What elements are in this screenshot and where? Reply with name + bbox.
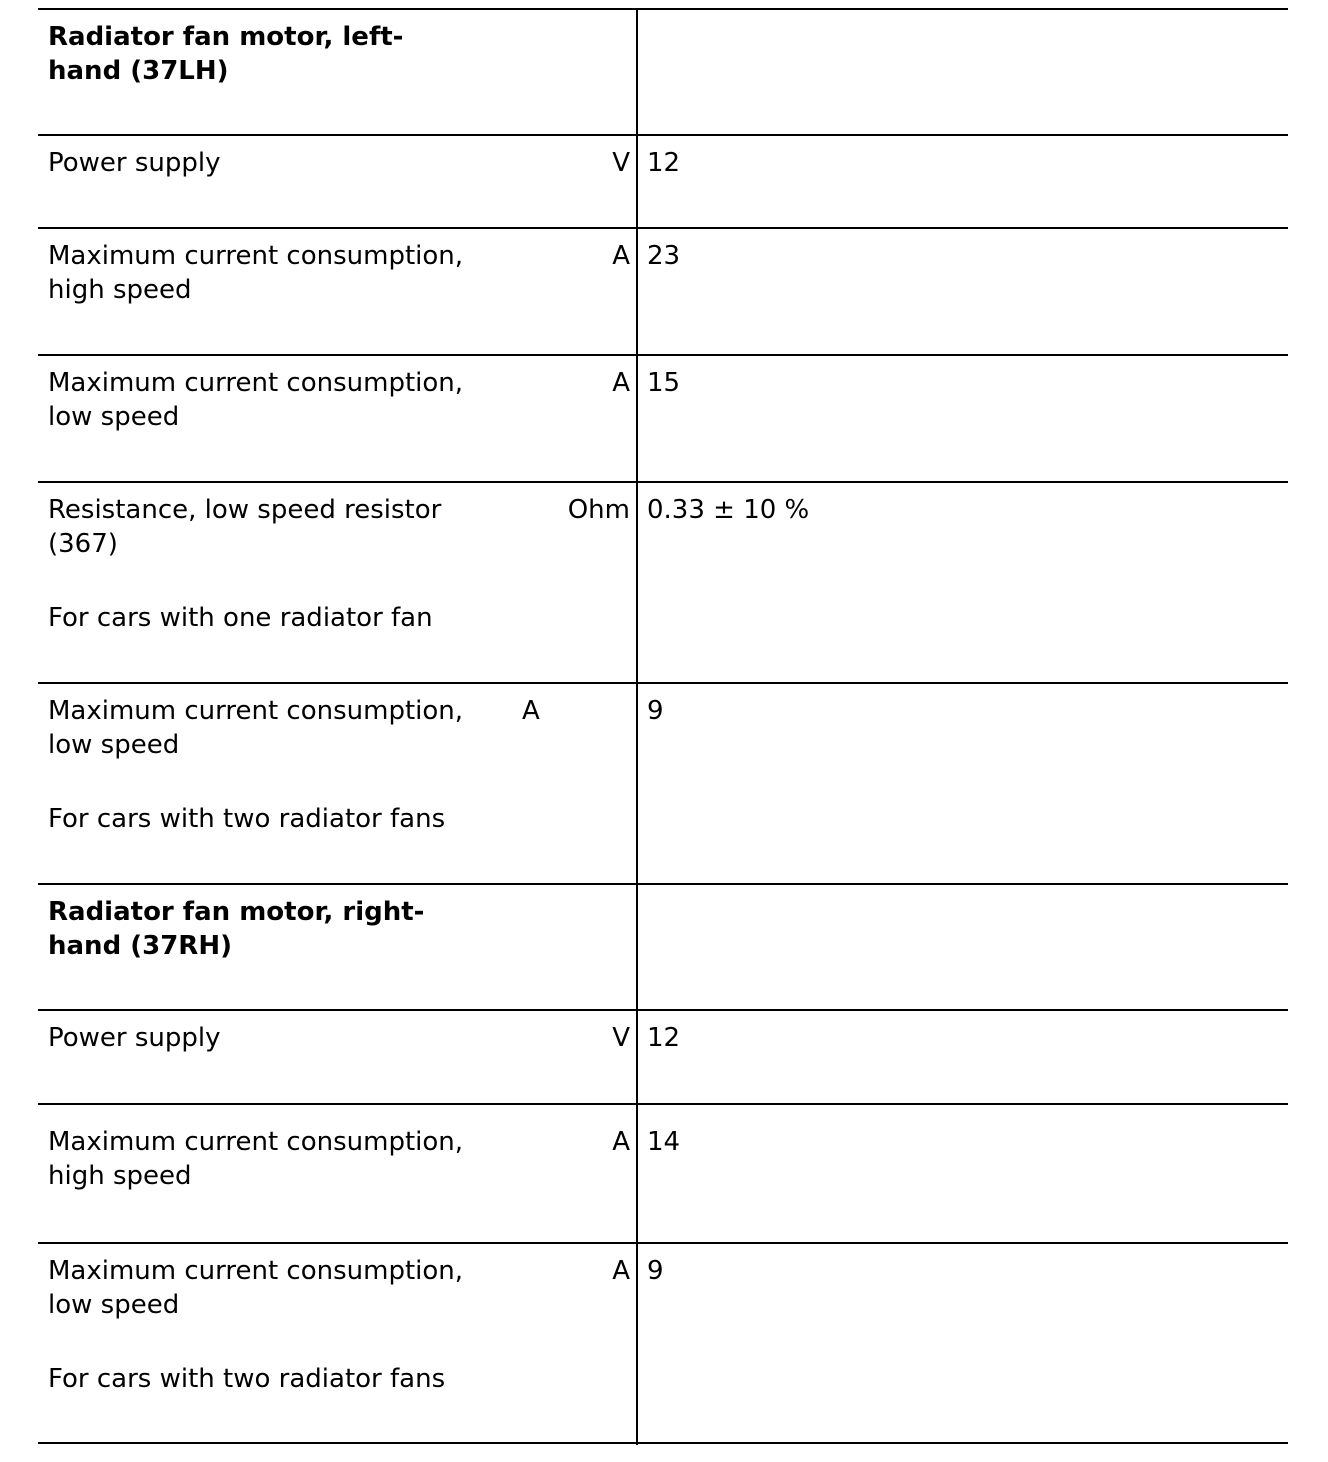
- parameter-value: 9: [647, 696, 664, 726]
- applicability-note: For cars with two radiator fans: [48, 1364, 446, 1394]
- parameter-label: Maximum current consumption, high speed: [48, 241, 464, 305]
- row-divider: [38, 1442, 1288, 1444]
- parameter-value: 14: [647, 1127, 681, 1157]
- table-row: [38, 1009, 1288, 1103]
- parameter-label: Maximum current consumption, low speed: [48, 368, 464, 432]
- table-row: [38, 134, 1288, 227]
- parameter-value: 12: [647, 1023, 681, 1053]
- parameter-label: Power supply: [48, 1023, 221, 1053]
- table-row: [38, 1242, 1288, 1442]
- parameter-label-text: Maximum current consumption, low speed: [48, 696, 464, 760]
- parameter-label: [48, 694, 508, 836]
- parameter-value: 15: [647, 368, 681, 398]
- parameter-label: Power supply: [48, 148, 221, 178]
- applicability-note: For cars with one radiator fan: [48, 603, 433, 633]
- table-row: [38, 1103, 1288, 1242]
- section-heading-row: [38, 883, 1288, 1009]
- table-row: [38, 682, 1288, 883]
- parameter-label: [48, 1254, 508, 1396]
- unit-label: A: [612, 241, 630, 271]
- parameter-label-text: Maximum current consumption, low speed: [48, 1256, 464, 1320]
- parameter-label: [48, 493, 488, 635]
- table-row: [38, 481, 1288, 682]
- section-heading: Radiator fan motor, right-hand (37RH): [48, 897, 425, 961]
- parameter-value: 12: [647, 148, 681, 178]
- applicability-note: For cars with two radiator fans: [48, 804, 446, 834]
- unit-label: V: [612, 1023, 630, 1053]
- unit-label: V: [612, 148, 630, 178]
- table-row: [38, 354, 1288, 481]
- parameter-value: 0.33 ± 10 %: [647, 495, 810, 525]
- unit-label: A: [612, 1127, 630, 1157]
- spec-table: [38, 8, 1288, 1445]
- unit-label: Ohm: [567, 495, 630, 525]
- unit-label: A: [612, 368, 630, 398]
- parameter-label-text: Resistance, low speed resistor (367): [48, 495, 442, 559]
- unit-label: A: [612, 1256, 630, 1286]
- parameter-value: 23: [647, 241, 681, 271]
- section-heading: Radiator fan motor, left-hand (37LH): [48, 22, 404, 86]
- section-heading-row: [38, 8, 1288, 134]
- parameter-value: 9: [647, 1256, 664, 1286]
- unit-label: A: [522, 696, 540, 726]
- table-row: [38, 227, 1288, 354]
- parameter-label: Maximum current consumption, high speed: [48, 1127, 464, 1191]
